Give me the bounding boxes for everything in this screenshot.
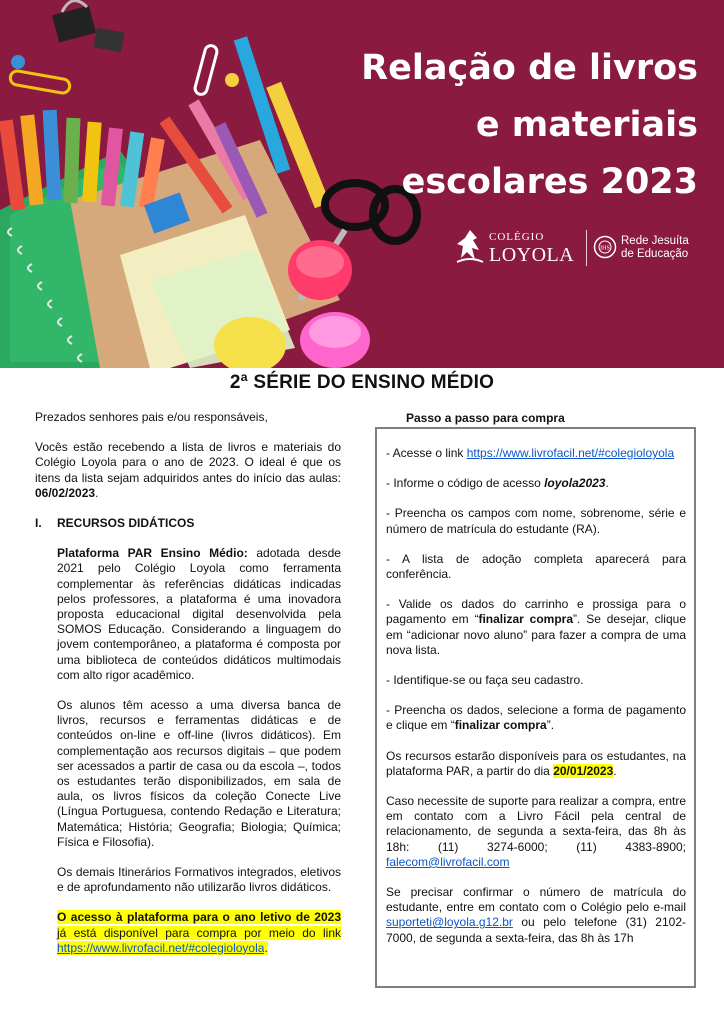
step-lista-adocao: - A lista de adoção completa aparecerá para conferência. bbox=[386, 551, 686, 582]
banner-title bbox=[338, 40, 698, 211]
suporteti-email-link[interactable]: suporteti@loyola.g12.br bbox=[386, 915, 513, 930]
rede-line-1: Rede Jesuíta bbox=[621, 235, 689, 247]
step7-post: ”. bbox=[546, 718, 555, 733]
header-banner bbox=[0, 0, 724, 368]
step2-text: - Informe o código de acesso bbox=[386, 476, 545, 491]
matricula-paragraph bbox=[386, 885, 686, 946]
plataforma-par-paragraph bbox=[35, 546, 341, 683]
passo-a-passo-title: Passo a passo para compra bbox=[406, 411, 565, 425]
intro-end: . bbox=[95, 485, 99, 500]
plataforma-par-label: Plataforma PAR Ensino Médio: bbox=[57, 546, 248, 561]
svg-text:IHS: IHS bbox=[600, 245, 610, 252]
step-acesse-link bbox=[386, 446, 686, 461]
step-pagamento bbox=[386, 703, 686, 733]
step-identifique: - Identifique-se ou faça seu cadastro. bbox=[386, 673, 584, 688]
matricula-text: Se precisar confirmar o número de matrícula do estudante, entre em contato com o Colégio pelo e-mail bbox=[386, 885, 686, 915]
step2-end: . bbox=[605, 476, 609, 491]
logo-loyola-text: LOYOLA bbox=[489, 244, 575, 266]
section-heading-recursos bbox=[35, 516, 341, 531]
jesuit-seal-icon bbox=[593, 235, 617, 259]
banner-title-line-1: Relação de livros bbox=[361, 48, 698, 88]
heading-number: I. bbox=[35, 516, 42, 531]
recursos-text: Os recursos estarão disponíveis para os estudantes, na plataforma PAR, a partir do dia bbox=[386, 748, 686, 778]
intro-text: Vocês estão recebendo a lista de livros e materiais do Colégio Loyola para o ano de 2023. O ideal é que os itens da lista sejam adquiridos antes do início das aulas: bbox=[35, 440, 341, 485]
alunos-paragraph: Os alunos têm acesso a uma diversa banca de livros, recursos e ferramentas didáticas e de conteúdos on-line e off-line (livros didáticos). Em complementação aos recursos digitais – que podem ser acessados a partir de casa ou da escola –, todos os estudantes terão disponibilizados, em sala de aula, os livros físicos da coleção Conecte Live (Língua Portuguesa, contendo Redação e Literatura; Matemática; História; Geografia; Biologia; Química; Física e Filosofia). bbox=[57, 698, 341, 849]
step5-finalizar: finalizar compra bbox=[478, 612, 574, 627]
falecom-email-link[interactable]: falecom@livrofacil.com bbox=[386, 854, 510, 869]
loyola-crest-icon bbox=[455, 228, 485, 268]
matricula-post: ou pelo telefone (31) 2102-7000, de segunda a sexta-feira, das 8h às 17h bbox=[386, 915, 686, 945]
acesso-highlight: O acesso à plataforma para o ano letivo de 2023 bbox=[57, 910, 341, 925]
recursos-end: . bbox=[613, 763, 617, 778]
step-codigo-acesso bbox=[386, 476, 686, 491]
step1-livrofacil-link[interactable]: https://www.livrofacil.net/#colegioloyola bbox=[466, 446, 675, 460]
rede-jesuita-logo bbox=[593, 232, 705, 266]
step7-text: - Preencha os dados, selecione a forma de pagamento e clique em “ bbox=[386, 703, 686, 733]
recursos-date: 20/01/2023 bbox=[553, 763, 614, 778]
step-valide-dados bbox=[386, 597, 686, 658]
acesso-text: já está disponível para compra por meio do link bbox=[57, 925, 341, 940]
heading-text: RECURSOS DIDÁTICOS bbox=[57, 516, 195, 531]
livrofacil-link[interactable]: https://www.livrofacil.net/#colegioloyola bbox=[57, 940, 265, 955]
itinerarios-paragraph: Os demais Itinerários Formativos integrados, eletivos e de aprofundamento não utilizarão livros didáticos. bbox=[57, 865, 341, 895]
suporte-paragraph bbox=[386, 794, 686, 870]
purchase-steps-box bbox=[375, 427, 696, 988]
step-preencha-campos: - Preencha os campos com nome, sobrenome, série e número de matrícula do estudante (RA). bbox=[386, 506, 686, 536]
acesso-paragraph bbox=[35, 910, 341, 956]
intro-date: 06/02/2023 bbox=[35, 485, 96, 500]
institution-logos bbox=[455, 224, 705, 272]
banner-title-line-2: e materiais bbox=[475, 105, 698, 145]
banner-title-line-3: escolares 2023 bbox=[401, 162, 698, 202]
plataforma-par-text: adotada desde 2021 pelo Colégio Loyola como ferramenta complementar às referências didáticas indicadas pelos professores, a plataforma é uma inovadora proposta educacional digital desenvolvida pela SOMOS Educação. Considerando a linguagem do jovem contemporâneo, a plataforma é composta por uma biblioteca de conteúdos didáticos multimodais com alto rigor acadêmico. bbox=[57, 546, 341, 682]
greeting-paragraph: Prezados senhores pais e/ou responsáveis, bbox=[35, 410, 268, 424]
step7-finalizar: finalizar compra bbox=[454, 718, 547, 733]
intro-paragraph bbox=[35, 440, 341, 501]
recursos-disponiveis-paragraph bbox=[386, 749, 686, 779]
logo-divider bbox=[586, 230, 587, 266]
colegio-loyola-logo bbox=[455, 224, 580, 272]
step5-text: - Valide os dados do carrinho e prossiga para o pagamento em “ bbox=[386, 597, 686, 627]
step5-post: ”. Se desejar, clique em “adicionar novo aluno” para fazer a compra de uma nova lista. bbox=[386, 612, 686, 657]
rede-jesuita-text bbox=[621, 235, 689, 261]
rede-line-2: de Educação bbox=[621, 248, 689, 260]
suporte-text: Caso necessite de suporte para realizar a compra, entre em contato com a Livro Fácil pela central de relacionamento, de segunda a sexta-feira, das 8h às 18h: (11) 3274-6000; (11) 4383-8900; bbox=[386, 794, 686, 854]
access-code: loyola2023 bbox=[544, 476, 606, 491]
purchase-steps-content bbox=[386, 446, 686, 961]
step1-text: - Acesse o link bbox=[386, 446, 467, 460]
section-title: 2ª SÉRIE DO ENSINO MÉDIO bbox=[229, 372, 495, 393]
acesso-end: . bbox=[264, 940, 268, 955]
binder-clip-image bbox=[52, 1, 124, 53]
logo-colegio-text: COLÉGIO bbox=[489, 231, 545, 243]
left-column bbox=[35, 410, 341, 971]
